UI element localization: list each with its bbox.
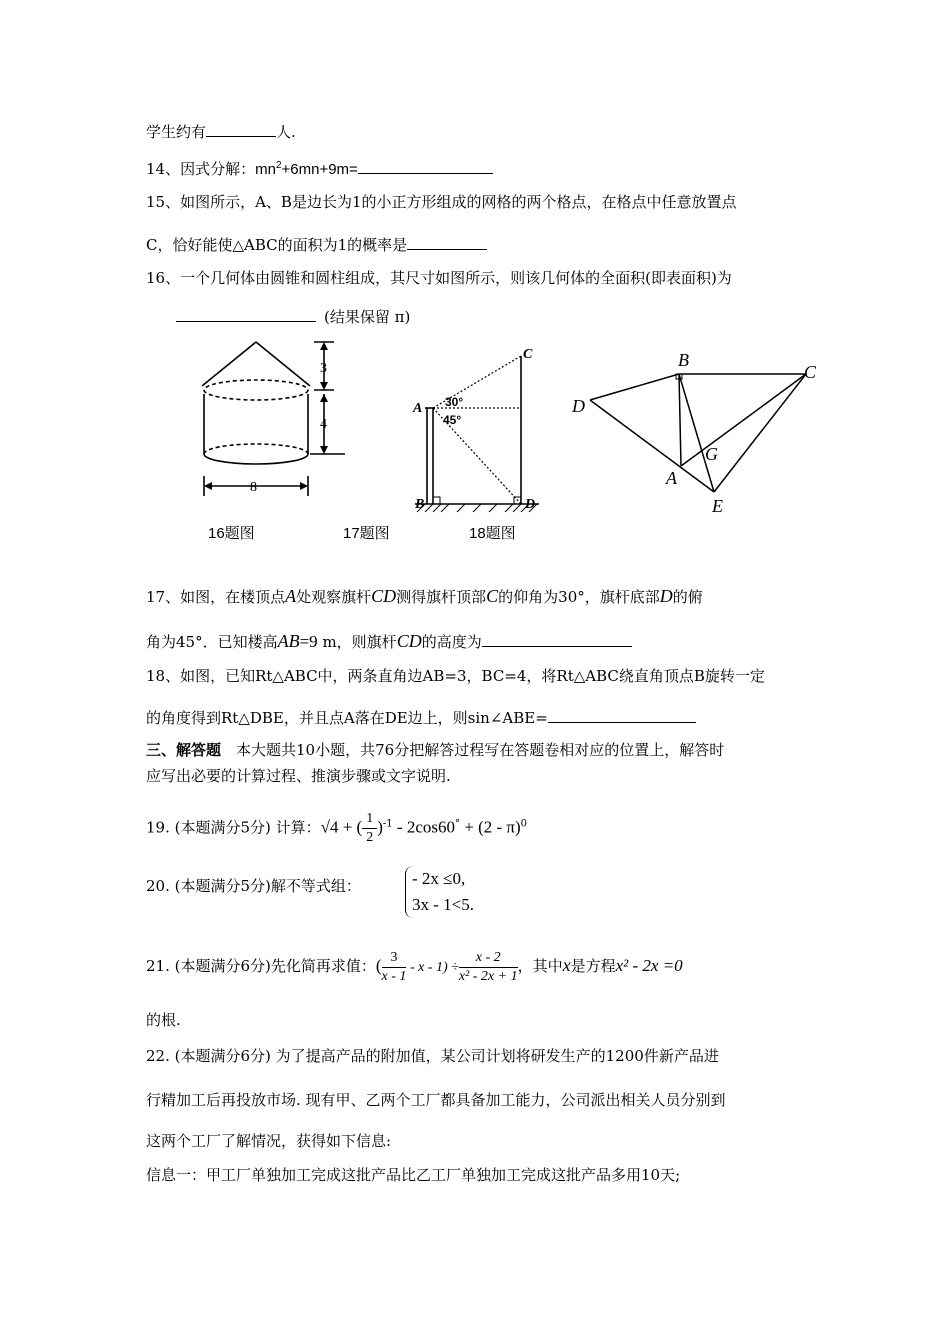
segment-ec <box>714 374 806 492</box>
question-14: 14、因式分解：$mn^2+6mn+9m=$ <box>146 156 493 180</box>
figure-17-flagpole <box>405 342 545 520</box>
label-d: D <box>572 396 585 416</box>
question-21-line2: 的根. <box>146 1011 181 1029</box>
section-3-line2: 应写出必要的计算过程、推演步骤或文字说明. <box>146 767 451 785</box>
fraction-2: $\frac{x - 2}{\text{x² - 2x + 1}}$ <box>458 949 518 984</box>
caption-fig16: 16题图 <box>208 525 255 542</box>
answer-blank[interactable] <box>548 706 696 723</box>
fraction-half: $\frac{1}{2}$ <box>362 810 377 847</box>
question-22-line4: 信息一：甲工厂单独加工完成这批产品比乙工厂单独加工完成这批产品多用10天; <box>146 1166 681 1184</box>
question-18-line2: 的角度得到Rt△DBE，并且点A落在DE边上，则sin∠ABE= <box>146 706 696 728</box>
label-a: A <box>666 468 677 488</box>
cylinder-bottom-front <box>204 454 308 464</box>
label-c: C <box>523 347 533 362</box>
angle-30-label: 30° <box>445 395 464 409</box>
answer-blank[interactable] <box>176 305 316 322</box>
answer-blank[interactable] <box>482 630 632 647</box>
label-d: D <box>525 497 536 512</box>
question-19: 19. (本题满分5分) 计算：√4 + ( $\frac{1}{2}$ )$^{-1}$ - 2cos60° + (2 - π)$^0$ <box>146 811 528 845</box>
segment-db <box>590 374 679 400</box>
cylinder-bottom-back <box>204 444 308 454</box>
answer-blank[interactable] <box>407 233 487 250</box>
fraction-1: $\frac{3}{x - 1}$ <box>381 949 407 984</box>
q13-tail: 学生约有 人. <box>146 120 296 142</box>
figure-16-cone-cylinder <box>190 338 360 508</box>
caption-fig18: 18题图 <box>469 525 516 542</box>
question-16-line1: 16、一个几何体由圆锥和圆柱组成，其尺寸如图所示，则该几何体的全面积(即表面积)为 <box>146 269 732 287</box>
segment-ac <box>681 374 806 466</box>
answer-blank[interactable] <box>358 157 493 174</box>
question-22-line3: 这两个工厂了解情况，获得如下信息: <box>146 1132 392 1150</box>
question-15-line1: 15、如图所示，A、B是边长为1的小正方形组成的网格的两个格点，在格点中任意放置点 <box>146 193 737 211</box>
question-17-line1: 17、如图，在楼顶点A处观察旗杆CD测得旗杆顶部C的仰角为30°，旗杆底部D的俯 <box>146 586 703 606</box>
question-16-line2: (结果保留 π) <box>176 305 410 327</box>
inequality-system: - 2x ≤0, 3x - 1<5. <box>405 866 474 918</box>
figure-18-triangles <box>568 346 828 514</box>
question-22-line1: 22. (本题满分6分) 为了提高产品的附加值，某公司计划将研发生产的1200件新产品进 <box>146 1047 719 1065</box>
label-g: G <box>705 444 718 464</box>
label-b: B <box>415 497 425 512</box>
answer-blank[interactable] <box>206 120 276 137</box>
question-22-line2: 行精加工后再投放市场. 现有甲、乙两个工厂都具备加工能力，公司派出相关人员分别到 <box>146 1091 726 1109</box>
dim-cyl-label: 4 <box>320 417 327 432</box>
segment-de <box>590 400 714 492</box>
dim-cone-label: 3 <box>320 361 327 376</box>
label-b: B <box>678 350 689 370</box>
angle-45-label: 45° <box>443 413 462 427</box>
segment-be <box>679 374 714 492</box>
question-18-line1: 18、如图，已知Rt△ABC中，两条直角边AB=3，BC=4，将Rt△ABC绕直角顶点B旋转一定 <box>146 667 765 685</box>
label-c: C <box>804 362 817 382</box>
label-e: E <box>712 496 723 514</box>
question-21: 21. (本题满分6分)先化简再求值：( $\frac{3}{x - 1}$ - x - 1) ÷ $\frac{x - 2}{\text{x² - 2x + 1}}$ ，其中x是方程x² - 2x =0 <box>146 949 683 984</box>
question-15-line2: C，恰好能使△ABC的面积为1的概率是 <box>146 233 487 255</box>
dim-width-label: 8 <box>250 480 257 495</box>
question-17-line2: 角为45°．已知楼高AB=9 m，则旗杆CD的高度为 <box>146 630 632 652</box>
segment-ba <box>679 374 681 466</box>
caption-fig17: 17题图 <box>343 525 390 542</box>
question-20-label: 20. (本题满分5分)解不等式组： <box>146 877 361 895</box>
section-3-line1: 三、解答题 本大题共10小题，共76分把解答过程写在答题卷相对应的位置上，解答时 <box>146 741 725 759</box>
cone-base-ellipse <box>204 380 308 400</box>
section-3-title: 三、解答题 <box>146 741 222 759</box>
label-a: A <box>413 401 423 416</box>
right-angle-b <box>433 497 440 504</box>
